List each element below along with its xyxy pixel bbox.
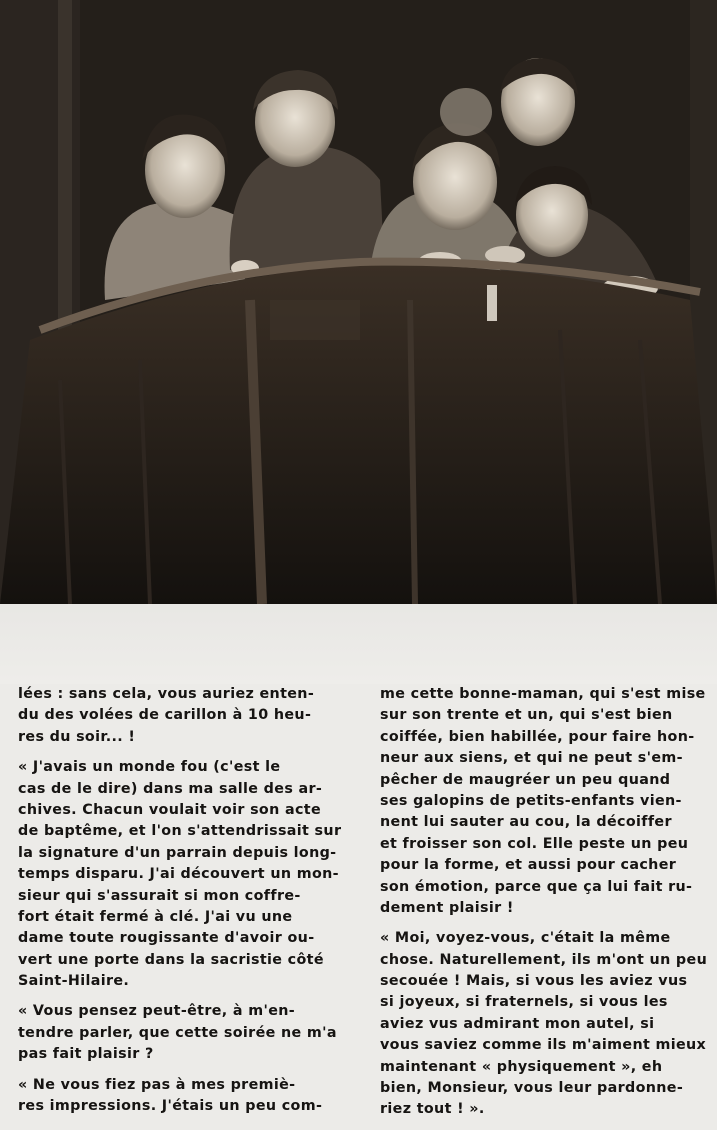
text-line: secouée ! Mais, si vous les aviez vus	[380, 973, 688, 990]
text-line: dement plaisir !	[380, 899, 514, 916]
text-line: neur aux siens, et qui ne peut s'em-	[380, 750, 683, 767]
text-line: fort était fermé à clé. J'ai vu une	[18, 908, 293, 925]
text-line: nent lui sauter au cou, la décoiffer	[380, 814, 672, 831]
text-line: son émotion, parce que ça lui fait ru-	[380, 878, 693, 895]
text-line: du des volées de carillon à 10 heu-	[18, 707, 312, 724]
paragraph	[380, 684, 716, 919]
text-line: pour la forme, et aussi pour cacher	[380, 857, 677, 874]
text-line: pas fait plaisir ?	[18, 1046, 154, 1063]
right-text-column	[380, 684, 716, 1130]
text-line: chose. Naturellement, ils m'ont un peu	[380, 951, 708, 968]
text-line: lées : sans cela, vous auriez enten-	[18, 686, 315, 702]
paragraph	[18, 1001, 354, 1065]
text-line: bien, Monsieur, vous leur pardonne-	[380, 1080, 684, 1097]
text-line: aviez vus admirant mon autel, si	[380, 1015, 655, 1032]
text-line: « J'avais un monde fou (c'est le	[18, 759, 281, 776]
text-line: Saint-Hilaire.	[18, 973, 130, 990]
text-line: ses galopins de petits-enfants vien-	[380, 792, 682, 809]
paragraph	[18, 684, 354, 748]
paragraph	[18, 757, 354, 992]
text-line: « Ne vous fiez pas à mes premiè-	[18, 1076, 296, 1093]
text-line: temps disparu. J'ai découvert un mon-	[18, 866, 339, 883]
paragraph	[380, 928, 716, 1121]
text-line: tendre parler, que cette soirée ne m'a	[18, 1024, 337, 1041]
text-line: sieur qui s'assurait si mon coffre-	[18, 887, 301, 904]
paragraph	[18, 1075, 354, 1118]
text-line: de baptême, et l'on s'attendrissait sur	[18, 823, 342, 840]
text-line: « Vous pensez peut-être, à m'en-	[18, 1003, 296, 1020]
text-line: riez tout ! ».	[380, 1101, 485, 1118]
text-line: res impressions. J'étais un peu com-	[18, 1098, 323, 1115]
text-line: me cette bonne-maman, qui s'est mise	[380, 686, 706, 702]
text-line: coiffée, bien habillée, pour faire hon-	[380, 728, 695, 745]
text-line: res du soir... !	[18, 728, 136, 745]
text-line: dame toute rougissante d'avoir ou-	[18, 930, 315, 947]
text-line: vous saviez comme ils m'aiment mieux	[380, 1037, 707, 1054]
text-line: « Moi, voyez-vous, c'était la même	[380, 930, 671, 947]
text-line: cas de le dire) dans ma salle des ar-	[18, 780, 323, 797]
text-line: sur son trente et un, qui s'est bien	[380, 707, 673, 724]
text-line: si joyeux, si fraternels, si vous les	[380, 994, 668, 1011]
left-text-column	[18, 684, 354, 1126]
page-gap	[0, 604, 717, 684]
text-line: pêcher de maugréer un peu quand	[380, 771, 671, 788]
text-line: et froisser son col. Elle peste un peu	[380, 835, 689, 852]
text-line: la signature d'un parrain depuis long-	[18, 844, 337, 861]
text-line: chives. Chacun voulait voir son acte	[18, 801, 322, 818]
text-line: vert une porte dans la sacristie côté	[18, 951, 324, 968]
text-line: maintenant « physiquement », eh	[380, 1058, 663, 1075]
